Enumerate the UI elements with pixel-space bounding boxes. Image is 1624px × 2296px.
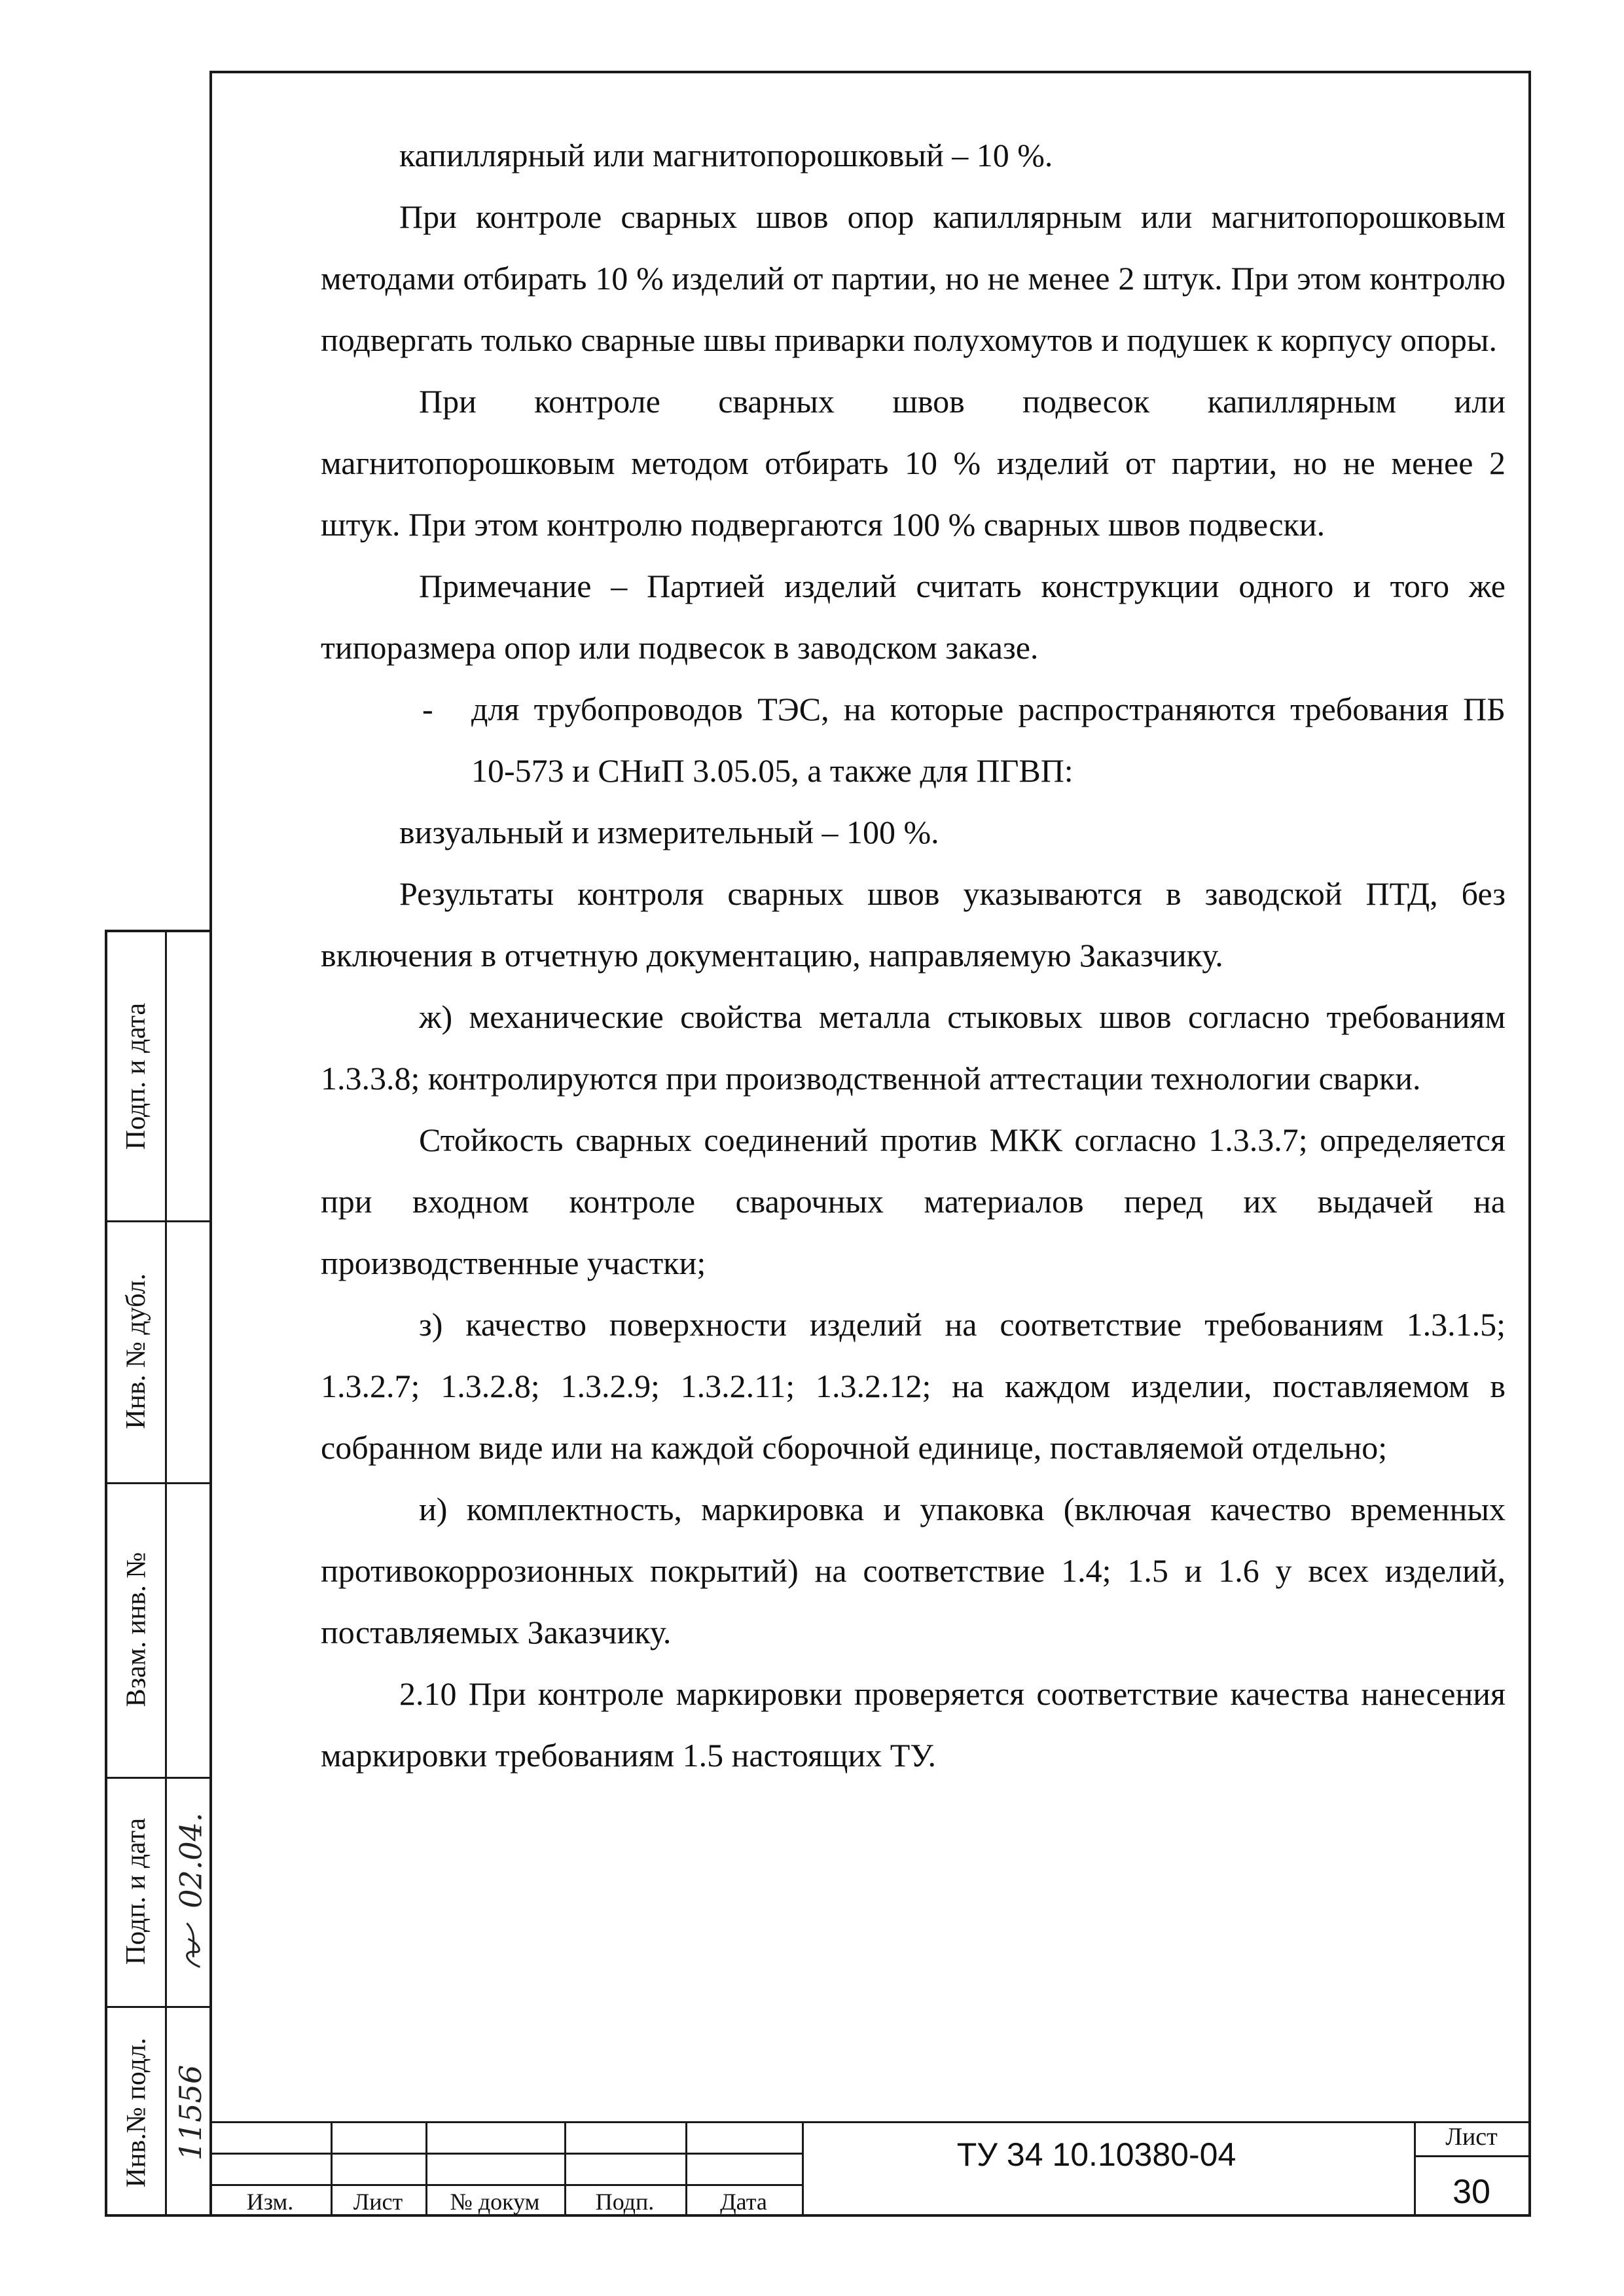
tb-line bbox=[1414, 2155, 1531, 2157]
paragraph: При контроле сварных швов опор капиллярным или магнитопорошковым методами отбирать 10 % изделий от партии, но не менее 2 штук. При этом контролю подвергать только сварные швы приварки полухомутов и подушек к корпусу опоры. bbox=[321, 198, 1506, 358]
handwritten-inv-number: 11556 bbox=[173, 2064, 208, 2161]
paragraph: и) комплектность, маркировка и упаковка (включая качество временных противокоррозионных покрытий) на соответствие 1.4; 1.5 и 1.6 у всех изделий, поставляемых Заказчику. bbox=[321, 1491, 1506, 1650]
document-body bbox=[321, 124, 1506, 1786]
tb-line bbox=[209, 2121, 1531, 2123]
side-label-podp-data: Подп. и дата bbox=[121, 1002, 152, 1150]
paragraph: Стойкость сварных соединений против МКК согласно 1.3.3.7; определяется при входном контроле сварочных материалов перед их выдачей на производственные участки; bbox=[321, 1121, 1506, 1281]
paragraph: з) качество поверхности изделий на соответствие требованиям 1.3.1.5; 1.3.2.7; 1.3.2.8; 1.3.2.9; 1.3.2.11; 1.3.2.12; на каждом изделии, поставляемом в собранном виде или на каждой сборочной единице, поставляемой отдельно; bbox=[321, 1306, 1506, 1466]
paragraph: 2.10 При контроле маркировки проверяется соответствие качества нанесения маркировки требованиям 1.5 настоящих ТУ. bbox=[321, 1675, 1506, 1774]
side-stamp bbox=[105, 930, 212, 2217]
side-label-podp-data-2: Подп. и дата bbox=[121, 1817, 152, 1965]
paragraph: Примечание – Партией изделий считать конструкции одного и того же типоразмера опор или подвесок в заводском заказе. bbox=[321, 568, 1506, 666]
signature-icon bbox=[180, 1918, 206, 1970]
tb-col-list: Лист bbox=[353, 2189, 403, 2215]
tb-line bbox=[209, 2184, 802, 2186]
sheet-number: 30 bbox=[1453, 2173, 1490, 2211]
side-label-inv-dubl: Инв. № дубл. bbox=[121, 1273, 151, 1429]
paragraph: При контроле сварных швов подвесок капиллярным или магнитопорошковым методом отбирать 10 % изделий от партии, но не менее 2 штук. При этом контролю подвергаются 100 % сварных швов подвески. bbox=[321, 383, 1506, 543]
document-code: ТУ 34 10.10380-04 bbox=[956, 2136, 1236, 2173]
paragraph: Результаты контроля сварных швов указываются в заводской ПТД, без включения в отчетную документацию, направляемую Заказчику. bbox=[321, 875, 1506, 974]
tb-col-podp: Подп. bbox=[595, 2189, 655, 2215]
handwritten-signature-date: 02.04. bbox=[168, 1777, 213, 2006]
tb-col-data: Дата bbox=[720, 2189, 767, 2215]
tb-col-izm: Изм. bbox=[246, 2189, 294, 2215]
sheet-label: Лист bbox=[1445, 2123, 1498, 2151]
tb-col-ndokum: № докум bbox=[450, 2189, 540, 2215]
side-label-inv-podl: Инв.№ подл. bbox=[121, 2037, 151, 2188]
list-item bbox=[321, 678, 1506, 801]
paragraph: ж) механические свойства металла стыковых швов согласно требованиям 1.3.3.8; контролируются при производственной аттестации технологии сварки. bbox=[321, 998, 1506, 1097]
paragraph: капиллярный или магнитопорошковый – 10 %. bbox=[399, 137, 1053, 173]
list-dash: - bbox=[422, 691, 433, 727]
tb-line bbox=[209, 2153, 802, 2155]
paragraph: визуальный и измерительный – 100 %. bbox=[399, 814, 939, 850]
side-label-vzam-inv: Взам. инв. № bbox=[121, 1552, 151, 1707]
list-item-text: для трубопроводов ТЭС, на которые распространяются требования ПБ 10-573 и СНиП 3.05.05, а также для ПГВП: bbox=[471, 691, 1506, 789]
side-divider bbox=[165, 932, 167, 2214]
